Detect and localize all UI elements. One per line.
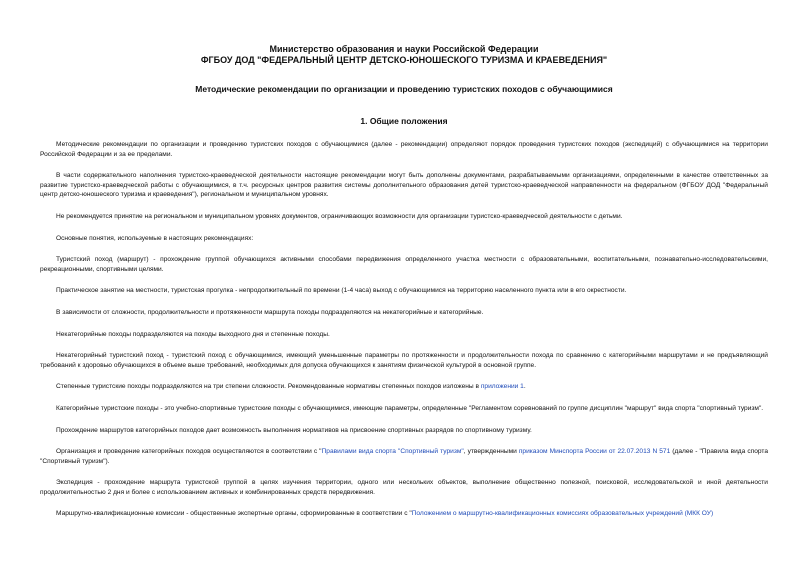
ministry-header: Министерство образования и науки Российской Федерации xyxy=(269,44,539,54)
organization-header: ФГБОУ ДОД "ФЕДЕРАЛЬНЫЙ ЦЕНТР ДЕТСКО-ЮНОШЕСКОГО ТУРИЗМА И КРАЕВЕДЕНИЯ" xyxy=(200,55,608,65)
paragraph xyxy=(40,509,768,519)
document-title: Методические рекомендации по организации и проведению туристских походов с обучающимися xyxy=(195,84,613,94)
paragraph: Методические рекомендации по организации и проведению туристских походов с обучающимися (далее - рекомендации) определяют порядок проведения туристских походов (экспедиций) с обучающимися на территории Российской Федерации и за ее пределами. xyxy=(40,141,768,158)
mkk-regulation-link[interactable]: Положением о маршрутно-квалификационных комиссиях образовательных учреждений (МКК ОУ) xyxy=(411,510,714,518)
paragraph: Практическое занятие на местности, туристская прогулка - непродолжительный по времени (1-4 часа) выход с обучающимися на территорию населенного пункта или в его окрестности. xyxy=(56,287,627,295)
minsport-order-link[interactable]: приказом Минспорта России от 22.07.2013 N 571 xyxy=(518,448,671,456)
appendix-1-link[interactable]: приложении 1 xyxy=(480,383,524,391)
document-page xyxy=(40,44,768,531)
section-title: 1. Общие положения xyxy=(360,116,448,126)
paragraph: В части содержательного наполнения туристско-краеведческой деятельности настоящие рекомендации могут быть дополнены документами, разрабатываемыми организациями, определенными в качестве ответственных за развитие туристско-краеведческой работы с обучающимися, в т.ч. ресурсных центров развития системы дополнительного образования детей туристско-краеведческой направленности на федеральном (ФГБОУ ДОД "Федеральный центр детско-юношеского туризма и краеведения"), региональном и муниципальном уровнях. xyxy=(40,172,768,199)
paragraph xyxy=(40,382,768,392)
paragraph: Некатегорийные походы подразделяются на походы выходного дня и степенные походы. xyxy=(56,330,330,338)
paragraph: Категорийные туристские походы - это учебно-спортивные туристские походы с обучающимися, имеющие параметры, определенные "Регламентом соревнований по группе дисциплин "маршрут" вида спорта "спортивный туризм". xyxy=(56,404,764,412)
paragraph-text: Организация и проведение категорийных походов осуществляются в соответствии с " xyxy=(56,448,322,456)
paragraph-text: (далее - "Правила вида спорта "Спортивный туризм"). xyxy=(40,448,768,465)
document-body xyxy=(40,140,768,519)
paragraph: Прохождение маршрутов категорийных походов дает возможность выполнения нормативов на присвоение спортивных разрядов по спортивному туризму. xyxy=(56,426,532,434)
paragraph: В зависимости от сложности, продолжительности и протяженности маршрута походы подразделяются на некатегорийные и категорийные. xyxy=(56,308,484,316)
paragraph xyxy=(40,447,768,466)
sport-rules-link[interactable]: Правилами вида спорта "Спортивный туризм" xyxy=(321,448,464,456)
paragraph: Основные понятия, используемые в настоящих рекомендациях: xyxy=(56,234,254,242)
paragraph: Некатегорийный туристский поход - туристский поход с обучающимися, имеющий уменьшенные параметры по протяженности и продолжительности похода по сравнению с категорийными маршрутами и не предъявляющий требований к здоровью обучающихся в объеме выше требований, необходимых для допуска обучающихся к занятиям физической культурой в основной группе. xyxy=(40,352,768,369)
paragraph-text: . xyxy=(523,383,526,391)
paragraph: Туристский поход (маршрут) - прохождение группой обучающихся активными способами передвижения определенного участка местности с образовательными, воспитательными, познавательно-исследовательскими, рекреационными, спортивными целями. xyxy=(40,256,768,273)
paragraph: Не рекомендуется принятие на региональном и муниципальном уровнях документов, ограничивающих возможности для организации туристско-краеведческой деятельности с детьми. xyxy=(56,212,623,220)
paragraph-text: Маршрутно-квалификационные комиссии - общественные экспертные органы, сформированные в соответствии с " xyxy=(56,510,412,518)
paragraph-text: Степенные туристские походы подразделяются на три степени сложности. Рекомендованные нормативы степенных походов изложены в xyxy=(56,383,481,391)
paragraph-text: , утвержденными xyxy=(463,448,519,456)
paragraph: Экспедиция - прохождение маршрута туристской группой в целях изучения территории, одного или нескольких объектов, выполнение общественно полезной, поисковой, исследовательской и иной деятельности продолжительностью 2 дня и более с использованием активных и комбинированных средств передвижения. xyxy=(40,479,768,496)
